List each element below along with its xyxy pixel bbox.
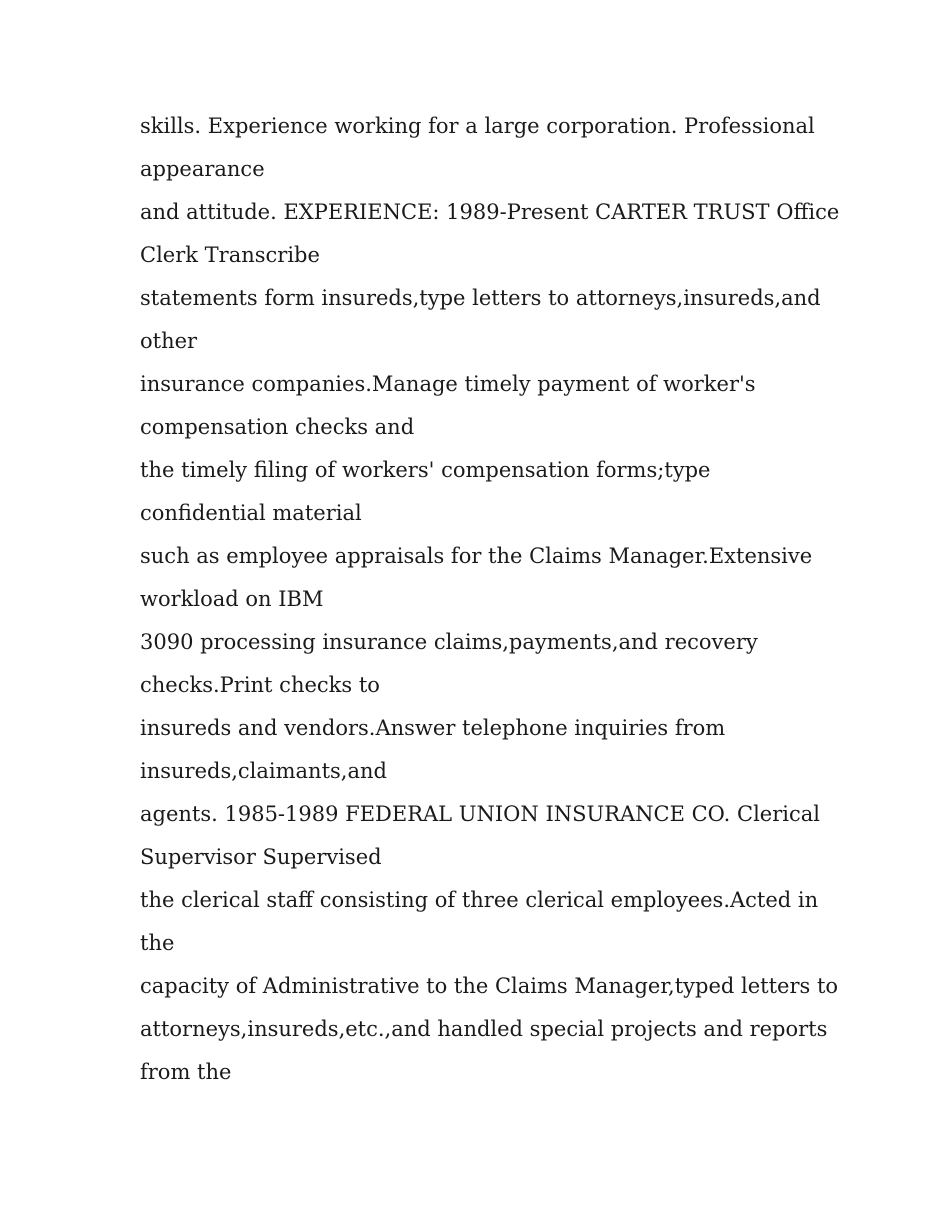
body-text (140, 105, 840, 1094)
text-line: confidential material (140, 501, 362, 525)
text-line: agents. 1985-1989 FEDERAL UNION INSURANCE CO. Clerical (140, 802, 820, 826)
text-line: and attitude. EXPERIENCE: 1989-Present CARTER TRUST Office (140, 200, 840, 224)
text-line: Clerk Transcribe (140, 243, 320, 267)
text-line: such as employee appraisals for the Claims Manager.Extensive (140, 544, 813, 568)
text-line: statements form insureds,type letters to attorneys,insureds,and (140, 286, 821, 310)
text-line: compensation checks and (140, 415, 415, 439)
text-line: insurance companies.Manage timely payment of worker's (140, 372, 756, 396)
text-line: workload on IBM (140, 587, 324, 611)
text-line: 3090 processing insurance claims,payments,and recovery (140, 630, 758, 654)
text-line: Supervisor Supervised (140, 845, 382, 869)
text-line: appearance (140, 157, 265, 181)
text-line: insureds and vendors.Answer telephone inquiries from (140, 716, 726, 740)
text-line: other (140, 329, 198, 353)
text-line: from the (140, 1060, 232, 1084)
text-line: checks.Print checks to (140, 673, 380, 697)
text-line: insureds,claimants,and (140, 759, 387, 783)
text-line: the (140, 931, 175, 955)
text-line: the timely filing of workers' compensation forms;type (140, 458, 711, 482)
text-line: the clerical staff consisting of three clerical employees.Acted in (140, 888, 819, 912)
text-line: capacity of Administrative to the Claims Manager,typed letters to (140, 974, 839, 998)
text-line: attorneys,insureds,etc.,and handled special projects and reports (140, 1017, 828, 1041)
text-line: skills. Experience working for a large corporation. Professional (140, 114, 815, 138)
